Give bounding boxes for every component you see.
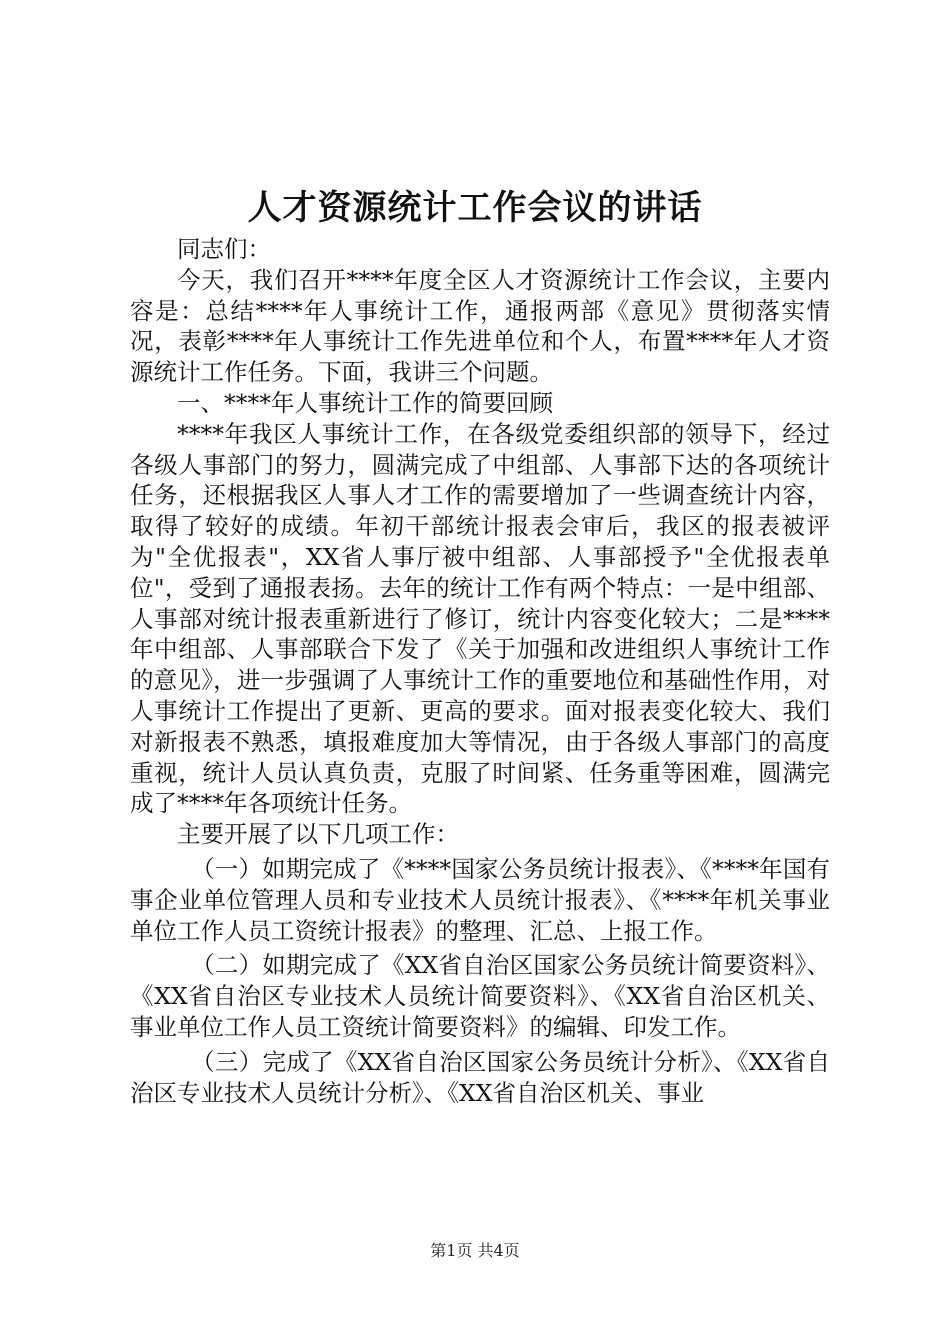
section-heading: 一、****年人事统计工作的简要回顾 bbox=[177, 388, 553, 417]
paragraph-intro: 今天，我们召开****年度全区人才资源统计工作会议，主要内容是：总结****年人事统计工作，通报两部《意见》贯彻落实情况，表彰****年人事统计工作先进单位和个人，布置****年人才资源统计工作任务。下面，我讲三个问题。 bbox=[130, 265, 830, 387]
list-item-1: （一）如期完成了《****国家公务员统计报表》、《****年国有事企业单位管理人员和专业技术人员统计报表》、《****年机关事业单位工作人员工资统计报表》的整理、汇总、上报工作。 bbox=[130, 854, 830, 945]
page-number-footer: 第1页 共4页 bbox=[430, 1241, 520, 1260]
paragraph-work-intro: 主要开展了以下几项工作： bbox=[177, 820, 459, 849]
paragraph-review: ****年我区人事统计工作，在各级党委组织部的领导下，经过各级人事部门的努力，圆满完成了中组部、人事部下达的各项统计任务，还根据我区人事人才工作的需要增加了一些调查统计内容，取得了较好的成绩。年初干部统计报表会审后，我区的报表被评为"全优报表"，XX省人事厅被中组部、人事部授予"全优报表单位"，受到了通报表扬。去年的统计工作有两个特点：一是中组部、人事部对统计报表重新进行了修订，统计内容变化较大；二是****年中组部、人事部联合下发了《关于加强和改进组织人事统计工作的意见》，进一步强调了人事统计工作的重要地位和基础性作用，对人事统计工作提出了更新、更高的要求。面对报表变化较大、我们对新报表不熟悉，填报难度加大等情况，由于各级人事部门的高度重视，统计人员认真负责，克服了时间紧、任务重等困难，圆满完成了****年各项统计任务。 bbox=[130, 419, 830, 818]
list-item-2: （二）如期完成了《XX省自治区国家公务员统计简要资料》、《XX省自治区专业技术人员统计简要资料》、《XX省自治区机关、事业单位工作人员工资统计简要资料》的编辑、印发工作。 bbox=[130, 951, 830, 1041]
list-item-3: （三）完成了《XX省自治区国家公务员统计分析》、《XX省自治区专业技术人员统计分析》、《XX省自治区机关、事业 bbox=[130, 1047, 830, 1107]
salutation: 同志们： bbox=[177, 235, 271, 263]
document-body bbox=[130, 234, 830, 1108]
document-title: 人才资源统计工作会议的讲话 bbox=[247, 188, 703, 228]
